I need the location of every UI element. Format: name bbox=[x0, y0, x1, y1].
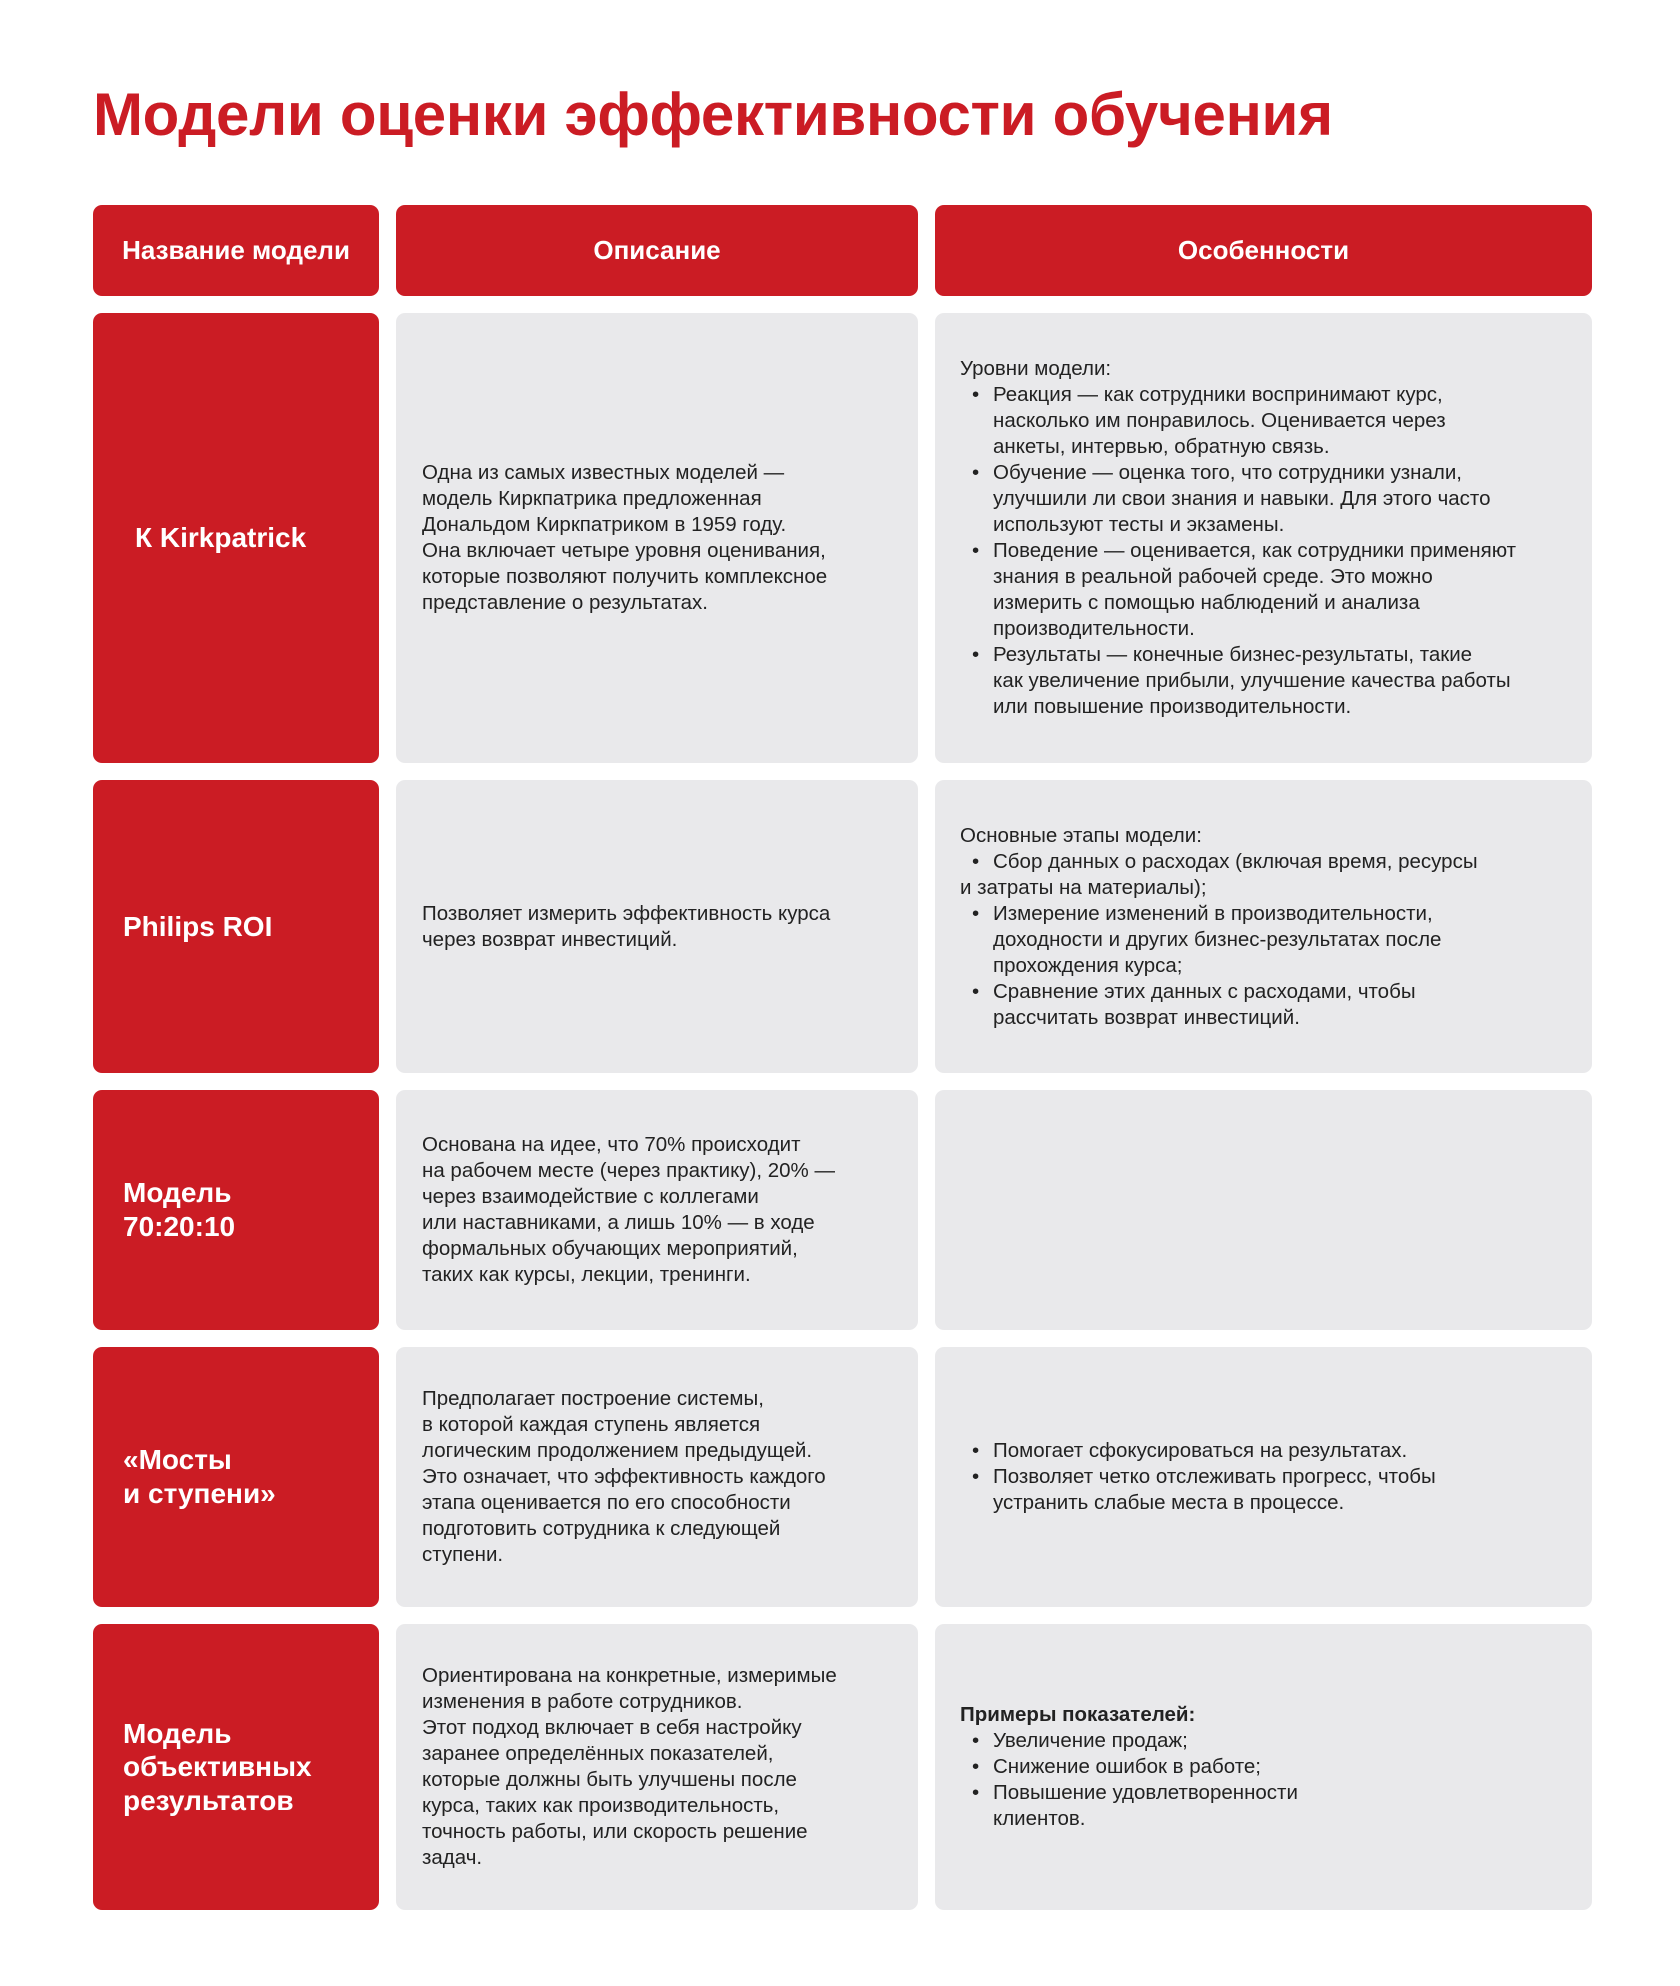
description-text: Одна из самых известных моделей — модель Киркпатрика предложенная Дональдом Киркпатриком в 1959 году. Она включает четыре уровня оценивания, которые позволяют получить комплексное представление о результатах. bbox=[422, 461, 828, 614]
features-list bbox=[960, 849, 1566, 1031]
list-item: • Сравнение этих данных с расходами, чтобы рассчитать возврат инвестиций. bbox=[960, 979, 1566, 1031]
header-features: Особенности bbox=[935, 205, 1592, 296]
features-bridges-steps bbox=[935, 1347, 1592, 1607]
features-70-20-10 bbox=[935, 1090, 1592, 1330]
model-name-philips-roi: Philips ROI bbox=[93, 780, 379, 1073]
features-list bbox=[960, 1438, 1566, 1516]
page-title: Модели оценки эффективности обучения bbox=[93, 81, 1333, 148]
features-intro: Основные этапы модели: bbox=[960, 823, 1202, 847]
list-item: • Сбор данных о расходах (включая время, ресурсы и затраты на материалы); bbox=[960, 849, 1566, 901]
list-item: • Помогает сфокусироваться на результатах. bbox=[960, 1438, 1566, 1464]
header-description: Описание bbox=[396, 205, 918, 296]
description-kirkpatrick bbox=[396, 313, 918, 763]
description-text: Ориентирована на конкретные, измеримые изменения в работе сотрудников. Этот подход включает в себя настройку заранее определённых показателей, которые должны быть улучшены после курса, таких как производительность, точность работы, или скорость решение задач. bbox=[422, 1664, 837, 1869]
features-intro: Уровни модели: bbox=[960, 357, 1112, 380]
description-text: Позволяет измерить эффективность курса через возврат инвестиций. bbox=[422, 901, 831, 951]
models-table bbox=[93, 205, 1593, 1910]
list-item: • Повышение удовлетворенности клиентов. bbox=[960, 1780, 1566, 1832]
list-item: • Результаты — конечные бизнес-результаты, такие как увеличение прибыли, улучшение качества работы или повышение производительности. bbox=[960, 642, 1566, 720]
list-item: • Измерение изменений в производительности, доходности и других бизнес-результатах после прохождения курса; bbox=[960, 901, 1566, 979]
features-philips-roi bbox=[935, 780, 1592, 1073]
description-text: Основана на идее, что 70% происходит на рабочем месте (через практику), 20% — через взаимодействие с коллегами или наставниками, а лишь 10% — в ходе формальных обучающих мероприятий, таких как курсы, лекции, тренинги. bbox=[422, 1133, 835, 1286]
features-list bbox=[960, 382, 1566, 720]
model-name-objective-results: Модель объективных результатов bbox=[93, 1624, 379, 1910]
features-list bbox=[960, 1728, 1566, 1832]
features-objective-results bbox=[935, 1624, 1592, 1910]
description-philips-roi bbox=[396, 780, 918, 1073]
list-item: • Обучение — оценка того, что сотрудники узнали, улучшили ли свои знания и навыки. Для этого часто используют тесты и экзамены. bbox=[960, 460, 1566, 538]
description-bridges-steps bbox=[396, 1347, 918, 1607]
model-name-70-20-10: Модель 70:20:10 bbox=[93, 1090, 379, 1330]
description-objective-results bbox=[396, 1624, 918, 1910]
list-item: • Позволяет четко отслеживать прогресс, чтобы устранить слабые места в процессе. bbox=[960, 1464, 1566, 1516]
header-model-name: Название модели bbox=[93, 205, 379, 296]
description-70-20-10 bbox=[396, 1090, 918, 1330]
description-text: Предполагает построение системы, в которой каждая ступень является логическим продолжением предыдущей. Это означает, что эффективность каждого этапа оценивается по его способности подготовить сотрудника к следующей ступени. bbox=[422, 1387, 826, 1566]
list-item: • Увеличение продаж; bbox=[960, 1728, 1566, 1754]
list-item: • Реакция — как сотрудники воспринимают курс, насколько им понравилось. Оценивается через анкеты, интервью, обратную связь. bbox=[960, 382, 1566, 460]
features-kirkpatrick bbox=[935, 313, 1592, 763]
list-item: • Снижение ошибок в работе; bbox=[960, 1754, 1566, 1780]
model-name-bridges-steps: «Мосты и ступени» bbox=[93, 1347, 379, 1607]
features-intro: Примеры показателей: bbox=[960, 1703, 1196, 1726]
model-name-kirkpatrick: К Kirkpatrick bbox=[93, 313, 379, 763]
list-item: • Поведение — оценивается, как сотрудники применяют знания в реальной рабочей среде. Это можно измерить с помощью наблюдений и анализа производительности. bbox=[960, 538, 1566, 642]
